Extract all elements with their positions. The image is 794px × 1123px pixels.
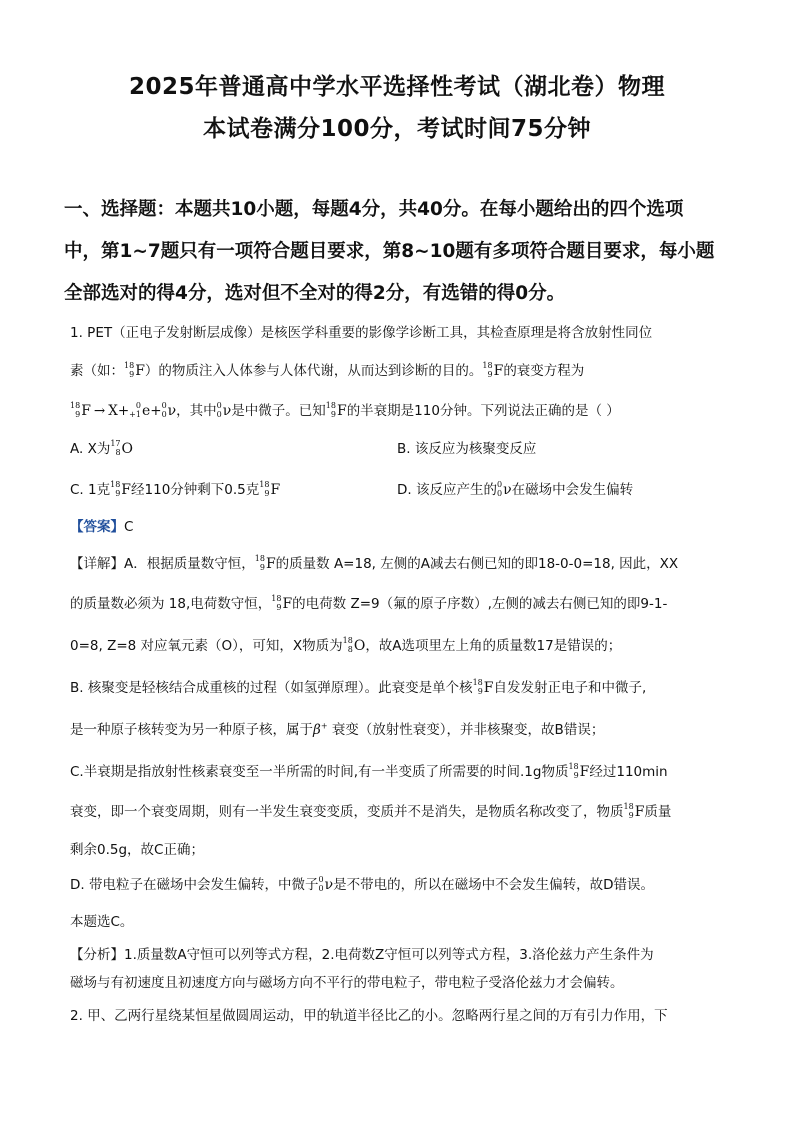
question-2-stem: 2. 甲、乙两行星绕某恒星做圆周运动，甲的轨道半径比乙的小。忽略两行星之间的万有引力作用，下 (70, 1008, 668, 1024)
nuclide-f18: 18 9 F (110, 480, 132, 498)
nuclide-f18: 18 9 F (472, 678, 494, 696)
question-1-stem: 1. PET（正电子发射断层成像）是核医学科重要的影像学诊断工具，其检查原理是将含放射性同位 (70, 325, 653, 341)
neutrino: 0 0 ν (318, 875, 334, 893)
neutrino: 0 0 ν (216, 401, 232, 419)
nuclide-f18: 18 9 F (70, 401, 91, 419)
nuclide-o18: 18 8 O (342, 636, 366, 654)
nuclide-f18: 18 9 F (568, 762, 590, 780)
option-b: B. 该反应为核聚变反应 (397, 441, 537, 457)
option-a: A. X为 17 8 O (70, 439, 134, 457)
nuclide-f18: 18 9 F (482, 361, 504, 379)
neutrino: 0 0 ν (496, 480, 512, 498)
answer-value: C (124, 519, 134, 535)
section-heading-line: 全部选对的得4分，选对但不全对的得2分，有选错的得0分。 (64, 283, 566, 304)
nuclide-f18: 18 9 F (254, 554, 276, 572)
nuclide-f18: 18 9 F (271, 594, 293, 612)
explanation-line: 是一种原子核转变为另一种原子核，属于β+ 衰变（放射性衰变），并非核聚变，故B错误； (70, 721, 605, 738)
positron: 0 +1 e (129, 401, 151, 419)
nuclide-f18: 18 9 F (259, 480, 281, 498)
nuclide-f18: 18 9 F (623, 802, 645, 820)
analysis-line: 磁场与有初速度且初速度方向与磁场方向不平行的带电粒子，带电粒子受洛伦兹力才会偏转。 (70, 975, 624, 991)
nuclide-o17: 17 8 O (110, 439, 134, 457)
explanation-line: 0=8, Z=8 对应氧元素（O），可知，X物质为 18 8 O，故A选项里左上角的质量数17是错误的； (70, 636, 622, 654)
answer-label: 【答案】 (70, 519, 124, 535)
explanation-line: B. 核聚变是轻核结合成重核的过程（如氢弹原理）。此衰变是单个核 18 9 F自发发射正电子和中微子, (70, 678, 647, 696)
decay-equation-line: 18 9 F → X+ 0 +1 e+ 0 0 ν，其中 0 0 ν是中微子。已知 18 9 F的半衰期是110分钟。下列说法正确的是（ ） (70, 401, 620, 419)
exam-subtitle: 本试卷满分100分，考试时间75分钟 (202, 116, 592, 142)
analysis-line: 【分析】1.质量数A守恒可以列等式方程，2.电荷数Z守恒可以列等式方程，3.洛伦兹力产生条件为 (70, 947, 654, 963)
explanation-line: 衰变，即一个衰变周期，则有一半发生衰变变质，变质并不是消失，是物质名称改变了，物质 18 9 F质量 (70, 802, 672, 820)
nuclide-f18: 18 9 F (325, 401, 347, 419)
arrow-icon: → (93, 403, 106, 419)
option-d: D. 该反应产生的 0 0 ν在磁场中会发生偏转 (397, 480, 634, 498)
explanation-line: 本题选C。 (70, 914, 134, 930)
explanation-line: C.半衰期是指放射性核素衰变至一半所需的时间,有一半变质了所需要的时间.1g物质 18 9 F经过110min (70, 762, 668, 780)
explanation-line: 剩余0.5g，故C正确； (70, 842, 204, 858)
section-heading-line: 一、选择题：本题共10小题，每题4分，共40分。在每小题给出的四个选项 (64, 199, 684, 220)
neutrino: 0 0 ν (161, 401, 177, 419)
answer-line (70, 515, 133, 535)
beta-plus: β+ (313, 721, 328, 738)
option-c: C. 1克 18 9 F经110分钟剩下0.5克 18 9 F (70, 480, 281, 498)
text: 的衰变方程为 (503, 363, 585, 379)
text: ）的物质注入人体参与人体代谢，从而达到诊断的目的。 (144, 363, 483, 379)
nuclide-f18: 18 9 F (124, 361, 145, 379)
explanation-line: D. 带电粒子在磁场中会发生偏转，中微子 0 0 ν是不带电的，所以在磁场中不会发生偏转，故D错误。 (70, 875, 654, 893)
explanation-line: 【详解】A．根据质量数守恒， 18 9 F的质量数 A=18, 左侧的A减去右侧已知的即18-0-0=18, 因此，XX (70, 554, 679, 572)
exam-title: 2025年普通高中学水平选择性考试（湖北卷）物理 (128, 74, 665, 100)
explanation-line: 的质量数必须为 18,电荷数守恒， 18 9 F的电荷数 Z=9（氟的原子序数）,左侧的减去右侧已知的即9-1- (70, 594, 668, 612)
question-1-stem (70, 359, 584, 380)
section-heading-line: 中，第1~7题只有一项符合题目要求，第8~10题有多项符合题目要求，每小题 (64, 241, 715, 262)
text: 素（如： (70, 363, 124, 379)
